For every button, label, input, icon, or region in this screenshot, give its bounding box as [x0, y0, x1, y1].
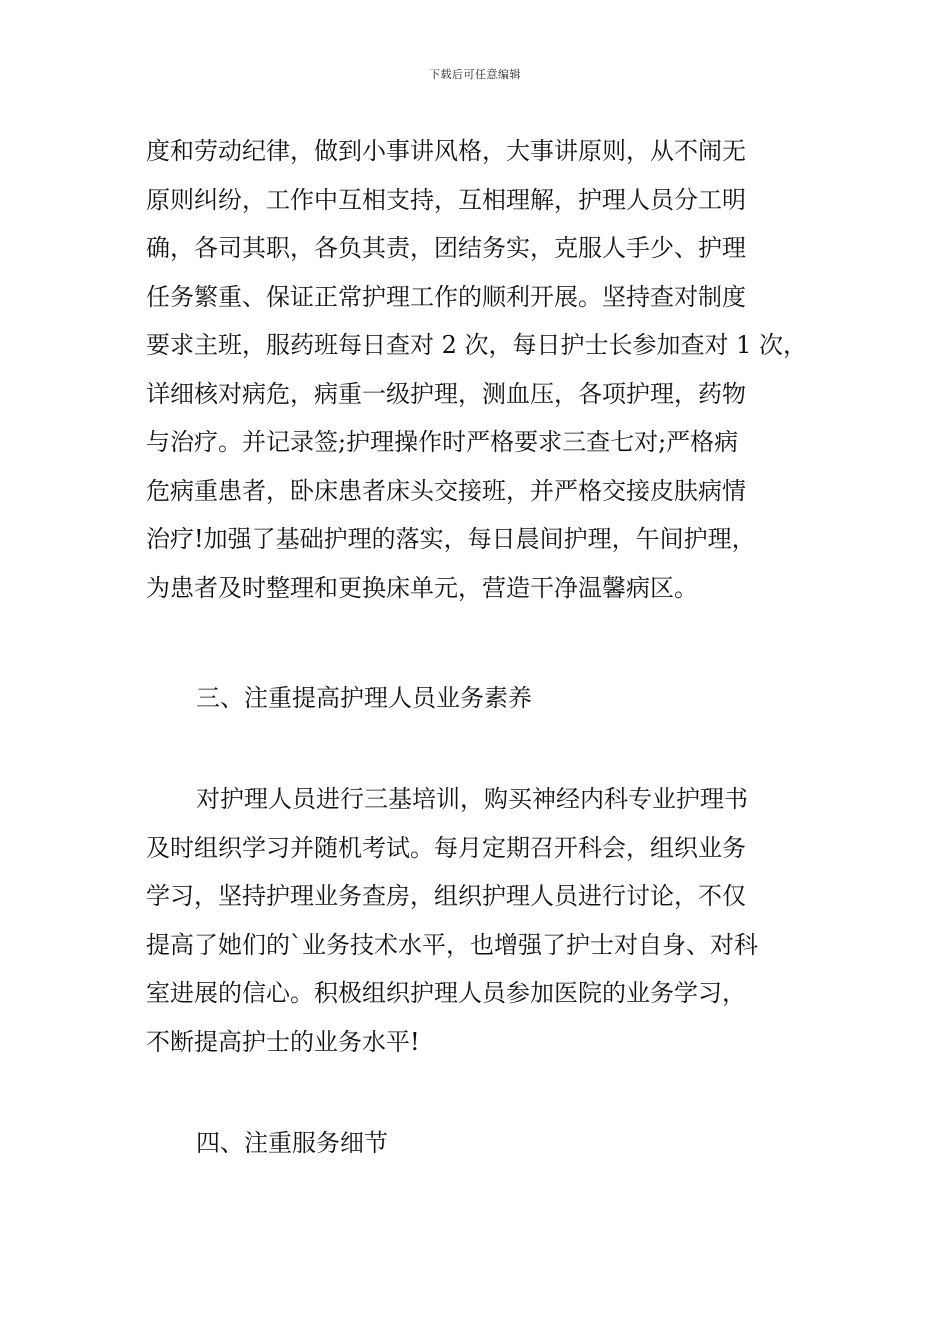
paragraph-line: 危病重患者，卧床患者床头交接班，并严格交接皮肤病情: [146, 476, 746, 505]
paragraph-line: 及时组织学习并随机考试。每月定期召开科会，组织业务: [146, 833, 746, 862]
paragraph-line: 学习，坚持护理业务查房，组织护理人员进行讨论，不仅: [146, 882, 746, 910]
paragraph-line: 治疗!加强了基础护理的落实，每日晨间护理，午间护理，: [146, 525, 756, 553]
paragraph-line: 与治疗。并记录签;护理操作时严格要求三查七对;严格病: [146, 428, 739, 456]
section-heading-3: 三、注重提高护理人员业务素养: [196, 684, 532, 712]
paragraph-line: 对护理人员进行三基培训，购买神经内科专业护理书: [196, 785, 748, 813]
paragraph-discipline: [146, 127, 826, 612]
header-note: 下载后可任意编辑: [429, 68, 521, 81]
paragraph-line: 度和劳动纪律，做到小事讲风格，大事讲原则，从不闹无: [146, 137, 746, 165]
paragraph-line: 室进展的信心。积极组织护理人员参加医院的业务学习，: [146, 979, 746, 1007]
section-heading-4: 四、注重服务细节: [196, 1129, 388, 1157]
paragraph-line: 不断提高护士的业务水平!: [146, 1027, 420, 1056]
paragraph-line: 任务繁重、保证正常护理工作的顺利开展。坚持查对制度: [146, 282, 746, 311]
paragraph-line: 详细核对病危，病重一级护理，测血压，各项护理，药物: [146, 379, 746, 408]
paragraph-line: 为患者及时整理和更换床单元，营造干净温馨病区。: [146, 573, 698, 602]
paragraph-line: 要求主班，服药班每日查对 2 次，每日护士长参加查对 1 次，: [146, 331, 808, 359]
paragraph-line: 确，各司其职，各负其责，团结务实，克服人手少、护理: [146, 234, 746, 262]
paragraph-training: [146, 775, 826, 1066]
paragraph-line: 原则纠纷，工作中互相支持，互相理解，护理人员分工明: [146, 185, 746, 214]
paragraph-line: 提高了她们的`业务技术水平，也增强了护士对自身、对科: [146, 930, 758, 959]
